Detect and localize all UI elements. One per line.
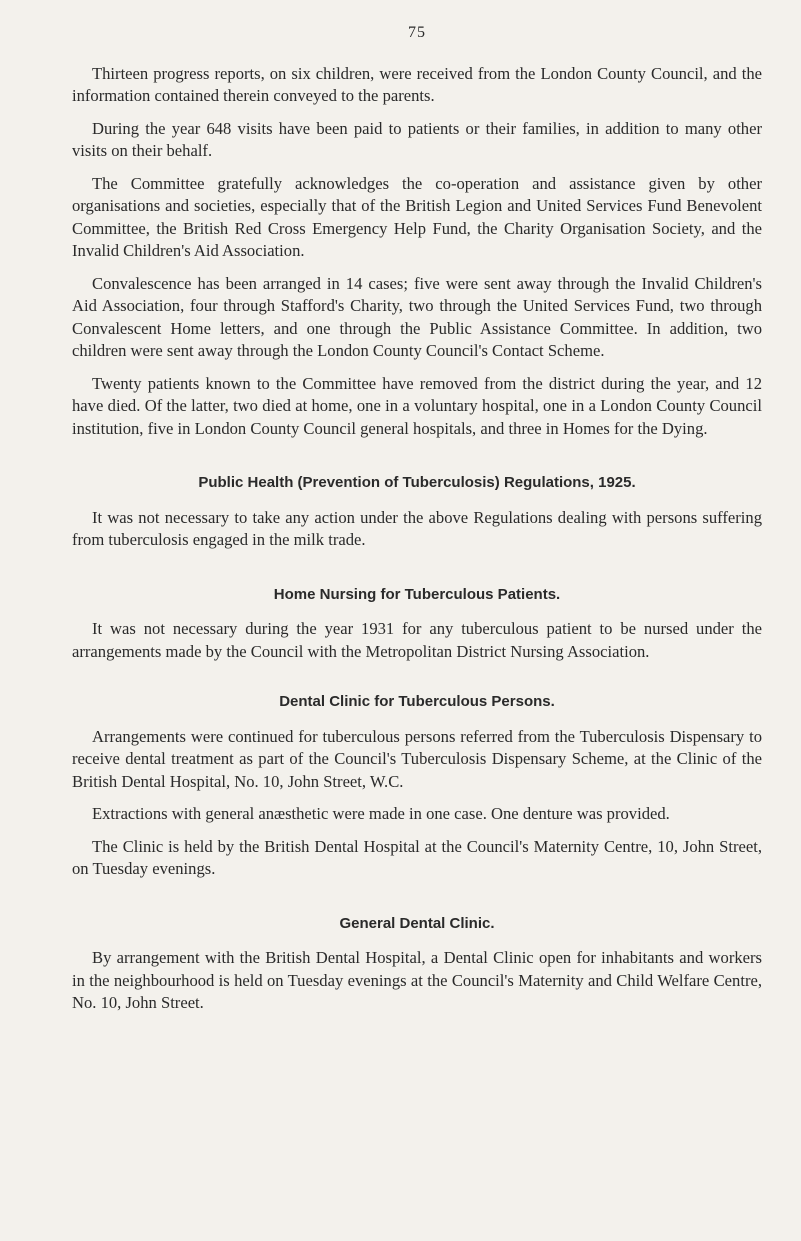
paragraph: It was not necessary during the year 1931 for any tuberculous patient to be nursed under the arrangements made by the Council with the Metropolitan District Nursing Association.	[72, 619, 762, 661]
section-home-nursing	[72, 584, 762, 664]
section-general-dental-clinic	[72, 913, 762, 1015]
section-heading: Public Health (Prevention of Tuberculosis) Regulations, 1925.	[198, 474, 636, 491]
paragraph: Extractions with general anæsthetic were made in one case. One denture was provided.	[92, 804, 670, 823]
section-tb-regulations	[72, 472, 762, 552]
section-heading: General Dental Clinic.	[339, 914, 495, 932]
section-heading: Dental Clinic for Tuberculous Persons.	[279, 693, 555, 710]
intro-section	[72, 63, 762, 441]
paragraph: It was not necessary to take any action under the above Regulations dealing with persons suffering from tuberculosis engaged in the milk trade.	[72, 507, 762, 549]
section-dental-clinic-tb	[72, 691, 762, 881]
paragraph: By arrangement with the British Dental Hospital, a Dental Clinic open for inhabitants and workers in the neighbourhood is held on Tuesday evenings at the Council's Maternity and Child Welfare Centre, No. 10, John Street.	[72, 948, 762, 1012]
paragraph: Arrangements were continued for tuberculous persons referred from the Tuberculosis Dispensary to receive dental treatment as part of the Council's Tuberculosis Dispensary Scheme, at the Clinic of the British Dental Hospital, No. 10, John Street, W.C.	[72, 726, 762, 791]
paragraph: Thirteen progress reports, on six children, were received from the London County Council, and the information contained therein conveyed to the parents.	[72, 63, 762, 105]
paragraph: During the year 648 visits have been paid to patients or their families, in addition to many other visits on their behalf.	[72, 118, 762, 160]
paragraph: Twenty patients known to the Committee have removed from the district during the year, and 12 have died. Of the latter, two died at home, one in a voluntary hospital, one in a London County Council institution, five in London County Council general hospitals, and three in Homes for the Dying.	[72, 373, 762, 438]
paragraph: Convalescence has been arranged in 14 cases; five were sent away through the Invalid Children's Aid Association, four through Stafford's Charity, two through the United Services Fund, two through Convalescent Home letters, and one through the Public Assistance Committee. In addition, two children were sent away through the London County Council's Contact Scheme.	[72, 273, 762, 360]
section-heading: Home Nursing for Tuberculous Patients.	[273, 585, 561, 603]
paragraph: The Committee gratefully acknowledges the co-operation and assistance given by other organisations and societies, especially that of the British Legion and United Services Fund Benevolent Committee, the British Red Cross Emergency Help Fund, the Charity Organisation Society, and the Invalid Children's Aid Association.	[72, 173, 762, 260]
paragraph: The Clinic is held by the British Dental Hospital at the Council's Maternity Centre, 10, John Street, on Tuesday evenings.	[72, 836, 762, 878]
document-page	[72, 22, 762, 1025]
page-number: 75	[408, 24, 426, 41]
